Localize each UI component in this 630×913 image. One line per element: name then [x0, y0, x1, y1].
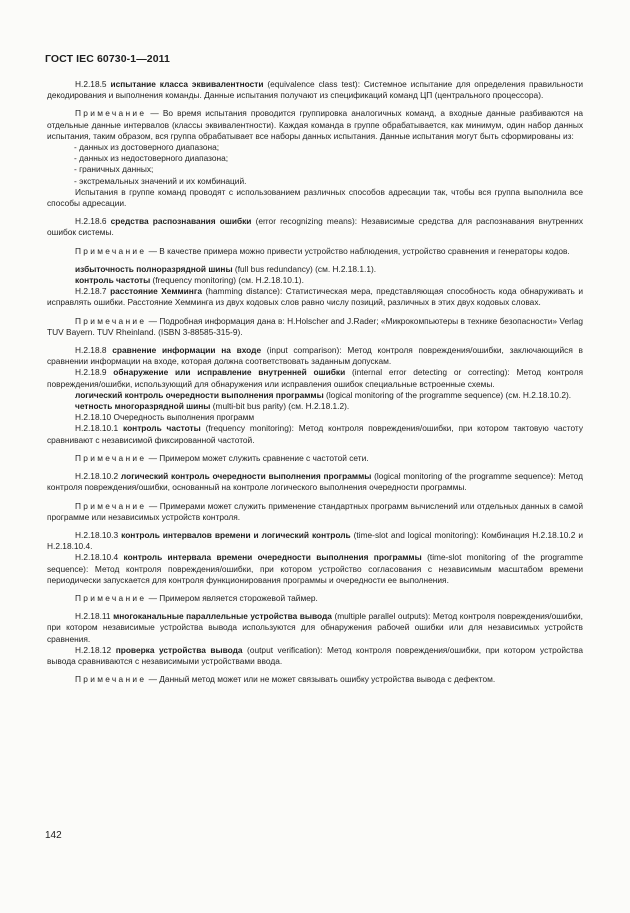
text-run: — Подробная информация дана в: H.Holscher and J.Rader; «Микрокомпьютеры в технике безопасности» Verlag TUV Bayern. TUV Rheinland. (ISBN 3-88585-315-9). [47, 315, 583, 337]
text-run: - данных из недостоверного диапазона; [74, 153, 229, 164]
paragraph [47, 471, 583, 493]
paragraph [47, 316, 583, 338]
term: испытание класса эквивалентности [110, 79, 264, 89]
text-run: (input comparison): Метод контроля повреждения/ошибки, заключающийся в сравнении информации на входе, которая должна соответствовать заданным допускам. [47, 345, 583, 367]
paragraph [47, 552, 583, 586]
note-label: Примечание [75, 452, 147, 463]
term: логический контроль очередности выполнения программы [120, 471, 372, 482]
term: избыточность полноразрядной шины [75, 263, 233, 274]
text-run: (hamming distance): Статистическая мера, представляющая способность кода обнаруживать и исправлять ошибки. Расстояние Хемминга из двух кодовых слов равно числу позиций, различных в этих двух кодовых словах. [47, 286, 583, 308]
text-run: (output verification): Метод контроля повреждения/ошибки, при котором устройства вывода сравниваются с независимыми устройствами ввода. [47, 644, 583, 666]
note-label: Примечание [75, 500, 147, 511]
text-run: Н.2.18.9 [75, 367, 114, 378]
term: контроль интервала времени очередности выполнения программы [123, 552, 422, 563]
note-label: Примечание [75, 245, 147, 256]
text-run: Н.2.18.10.4 [75, 552, 124, 563]
text-run: (logical monitoring of the programme sequence) (см. Н.2.18.10.2). [323, 389, 572, 400]
text-run: Н.2.18.5 [75, 79, 111, 89]
text-run: (frequency monitoring) (см. Н.2.18.10.1). [150, 275, 304, 286]
text-run: Н.2.18.8 [75, 345, 113, 356]
text-run: — Во время испытания проводится группировка аналогичных команд, а входные данные разбиваются на отдельные данные интервалов (классы эквивалентности). Каждая команда в группе обрабатывается, как минимум, один набор данных испытания, таким образом, вся группа обрабатывает все наборы данных испытания. Данные испытания могут быть сформированы из: [47, 108, 583, 141]
paragraph [47, 216, 583, 238]
text-run: Испытания в группе команд проводят с использованием различных способов адресации так, чтобы вся группа выполнила все способы адресации. [47, 186, 583, 209]
text-run: Н.2.18.10.3 [75, 529, 122, 540]
list-item [47, 153, 583, 164]
paragraph [47, 645, 583, 667]
text-run: — Примерами может служить применение стандартных программ вычислений или отдельных данных в самой программе или независимых устройств контроля. [47, 500, 583, 522]
term: сравнение информации на входе [112, 345, 262, 356]
text-run: - данных из достоверного диапазона; [74, 142, 220, 153]
text-run: (time-slot and logical monitoring): Комбинация Н.2.18.10.2 и Н.2.18.10.4. [47, 529, 583, 552]
term: расстояние Хемминга [110, 286, 202, 297]
text-run: Н.2.18.10 Очередность выполнения программ [75, 412, 255, 423]
term: контроль интервалов времени и логический контроль [121, 529, 351, 540]
note-label: Примечание [75, 674, 147, 685]
paragraph [47, 611, 583, 645]
text-run: (internal error detecting or correcting): Метод контроля повреждения/ошибки, использующий для обнаружения или исправления ошибок специальные встроенные схемы. [47, 367, 583, 389]
paragraph [47, 264, 583, 275]
term: многоканальные параллельные устройства вывода [113, 611, 332, 622]
term: средства распознавания ошибки [110, 216, 252, 227]
document-body [47, 79, 583, 685]
term: логический контроль очередности выполнения программы [75, 389, 324, 400]
paragraph [47, 286, 583, 308]
term: контроль частоты [123, 423, 201, 434]
text-run: — В качестве примера можно привести устройство наблюдения, устройство сравнения и генераторы кодов. [146, 245, 570, 256]
text-run: Н.2.18.10.1 [75, 423, 123, 434]
text-run: (multiple parallel outputs): Метод контроля повреждения/ошибки, при котором независимые устройства вывода используются для обнаружения рабочей ошибки или для независимых устройств сравнения. [47, 611, 583, 644]
text-run: (error recognizing means): Независимые средства для распознавания внутренних ошибок системы. [47, 216, 583, 238]
text-run: — Примером может служить сравнение с частотой сети. [146, 452, 369, 463]
paragraph [47, 501, 583, 523]
text-run: - экстремальных значений и их комбинаций. [74, 175, 247, 186]
paragraph [47, 530, 583, 552]
paragraph [47, 401, 583, 412]
paragraph [47, 187, 583, 209]
text-run: (multi-bit bus parity) (см. Н.2.18.1.2). [210, 401, 350, 412]
term: четность многоразрядной шины [75, 401, 211, 412]
text-run: Н.2.18.6 [75, 216, 111, 227]
paragraph [47, 453, 583, 464]
list-item [47, 164, 583, 175]
text-run: Н.2.18.11 [75, 611, 114, 622]
note-label: Примечание [75, 108, 147, 119]
note-label: Примечание [75, 315, 147, 326]
page-number: 142 [45, 830, 62, 841]
text-run: — Примером является сторожевой таймер. [146, 592, 318, 603]
text-run: Н.2.18.12 [75, 644, 116, 655]
term: обнаружение или исправление внутренней ошибки [113, 367, 346, 378]
paragraph [47, 79, 583, 101]
text-run: (full bus redundancy) (см. Н.2.18.1.1). [232, 263, 377, 274]
text-run: - граничных данных; [74, 164, 154, 175]
text-run: (frequency monitoring): Метод контроля повреждения/ошибки, при котором тактовую частоту сравнивают с независимой фиксированной частотой. [47, 423, 583, 445]
text-run: Н.2.18.10.2 [75, 471, 121, 482]
document-header: ГОСТ IEC 60730-1—2011 [45, 53, 170, 65]
paragraph [47, 674, 583, 685]
paragraph [47, 412, 583, 423]
paragraph [47, 390, 583, 401]
term: проверка устройства вывода [115, 644, 243, 655]
paragraph [47, 345, 583, 367]
text-run: (equivalence class test): Системное испытание для определения правильности декодирования и выполнения команды. Данные испытания получают из спецификаций команд ЦП (центрального процессора). [47, 79, 583, 101]
text-run: — Данный метод может или не может связывать ошибку устройства вывода с дефектом. [146, 674, 496, 685]
paragraph [47, 108, 583, 142]
paragraph [47, 367, 583, 389]
list-item [47, 142, 583, 153]
text-run: Н.2.18.7 [75, 286, 111, 297]
paragraph [47, 423, 583, 445]
paragraph [47, 593, 583, 604]
list-item [47, 176, 583, 187]
text-run: (time-slot monitoring of the programme sequence): Метод контроля повреждения/ошибки, при котором устройство согласования с независимым масштабом времени периодически запускается для контроля функционирования программы и очередности ее выполнения. [47, 552, 583, 585]
term: контроль частоты [75, 275, 151, 286]
paragraph [47, 275, 583, 286]
text-run: (logical monitoring of the programme sequence): Метод контроля повреждения/ошибки, основанный на контроле логического выполнения очередности программы. [47, 471, 583, 493]
note-label: Примечание [75, 592, 147, 603]
paragraph [47, 246, 583, 257]
